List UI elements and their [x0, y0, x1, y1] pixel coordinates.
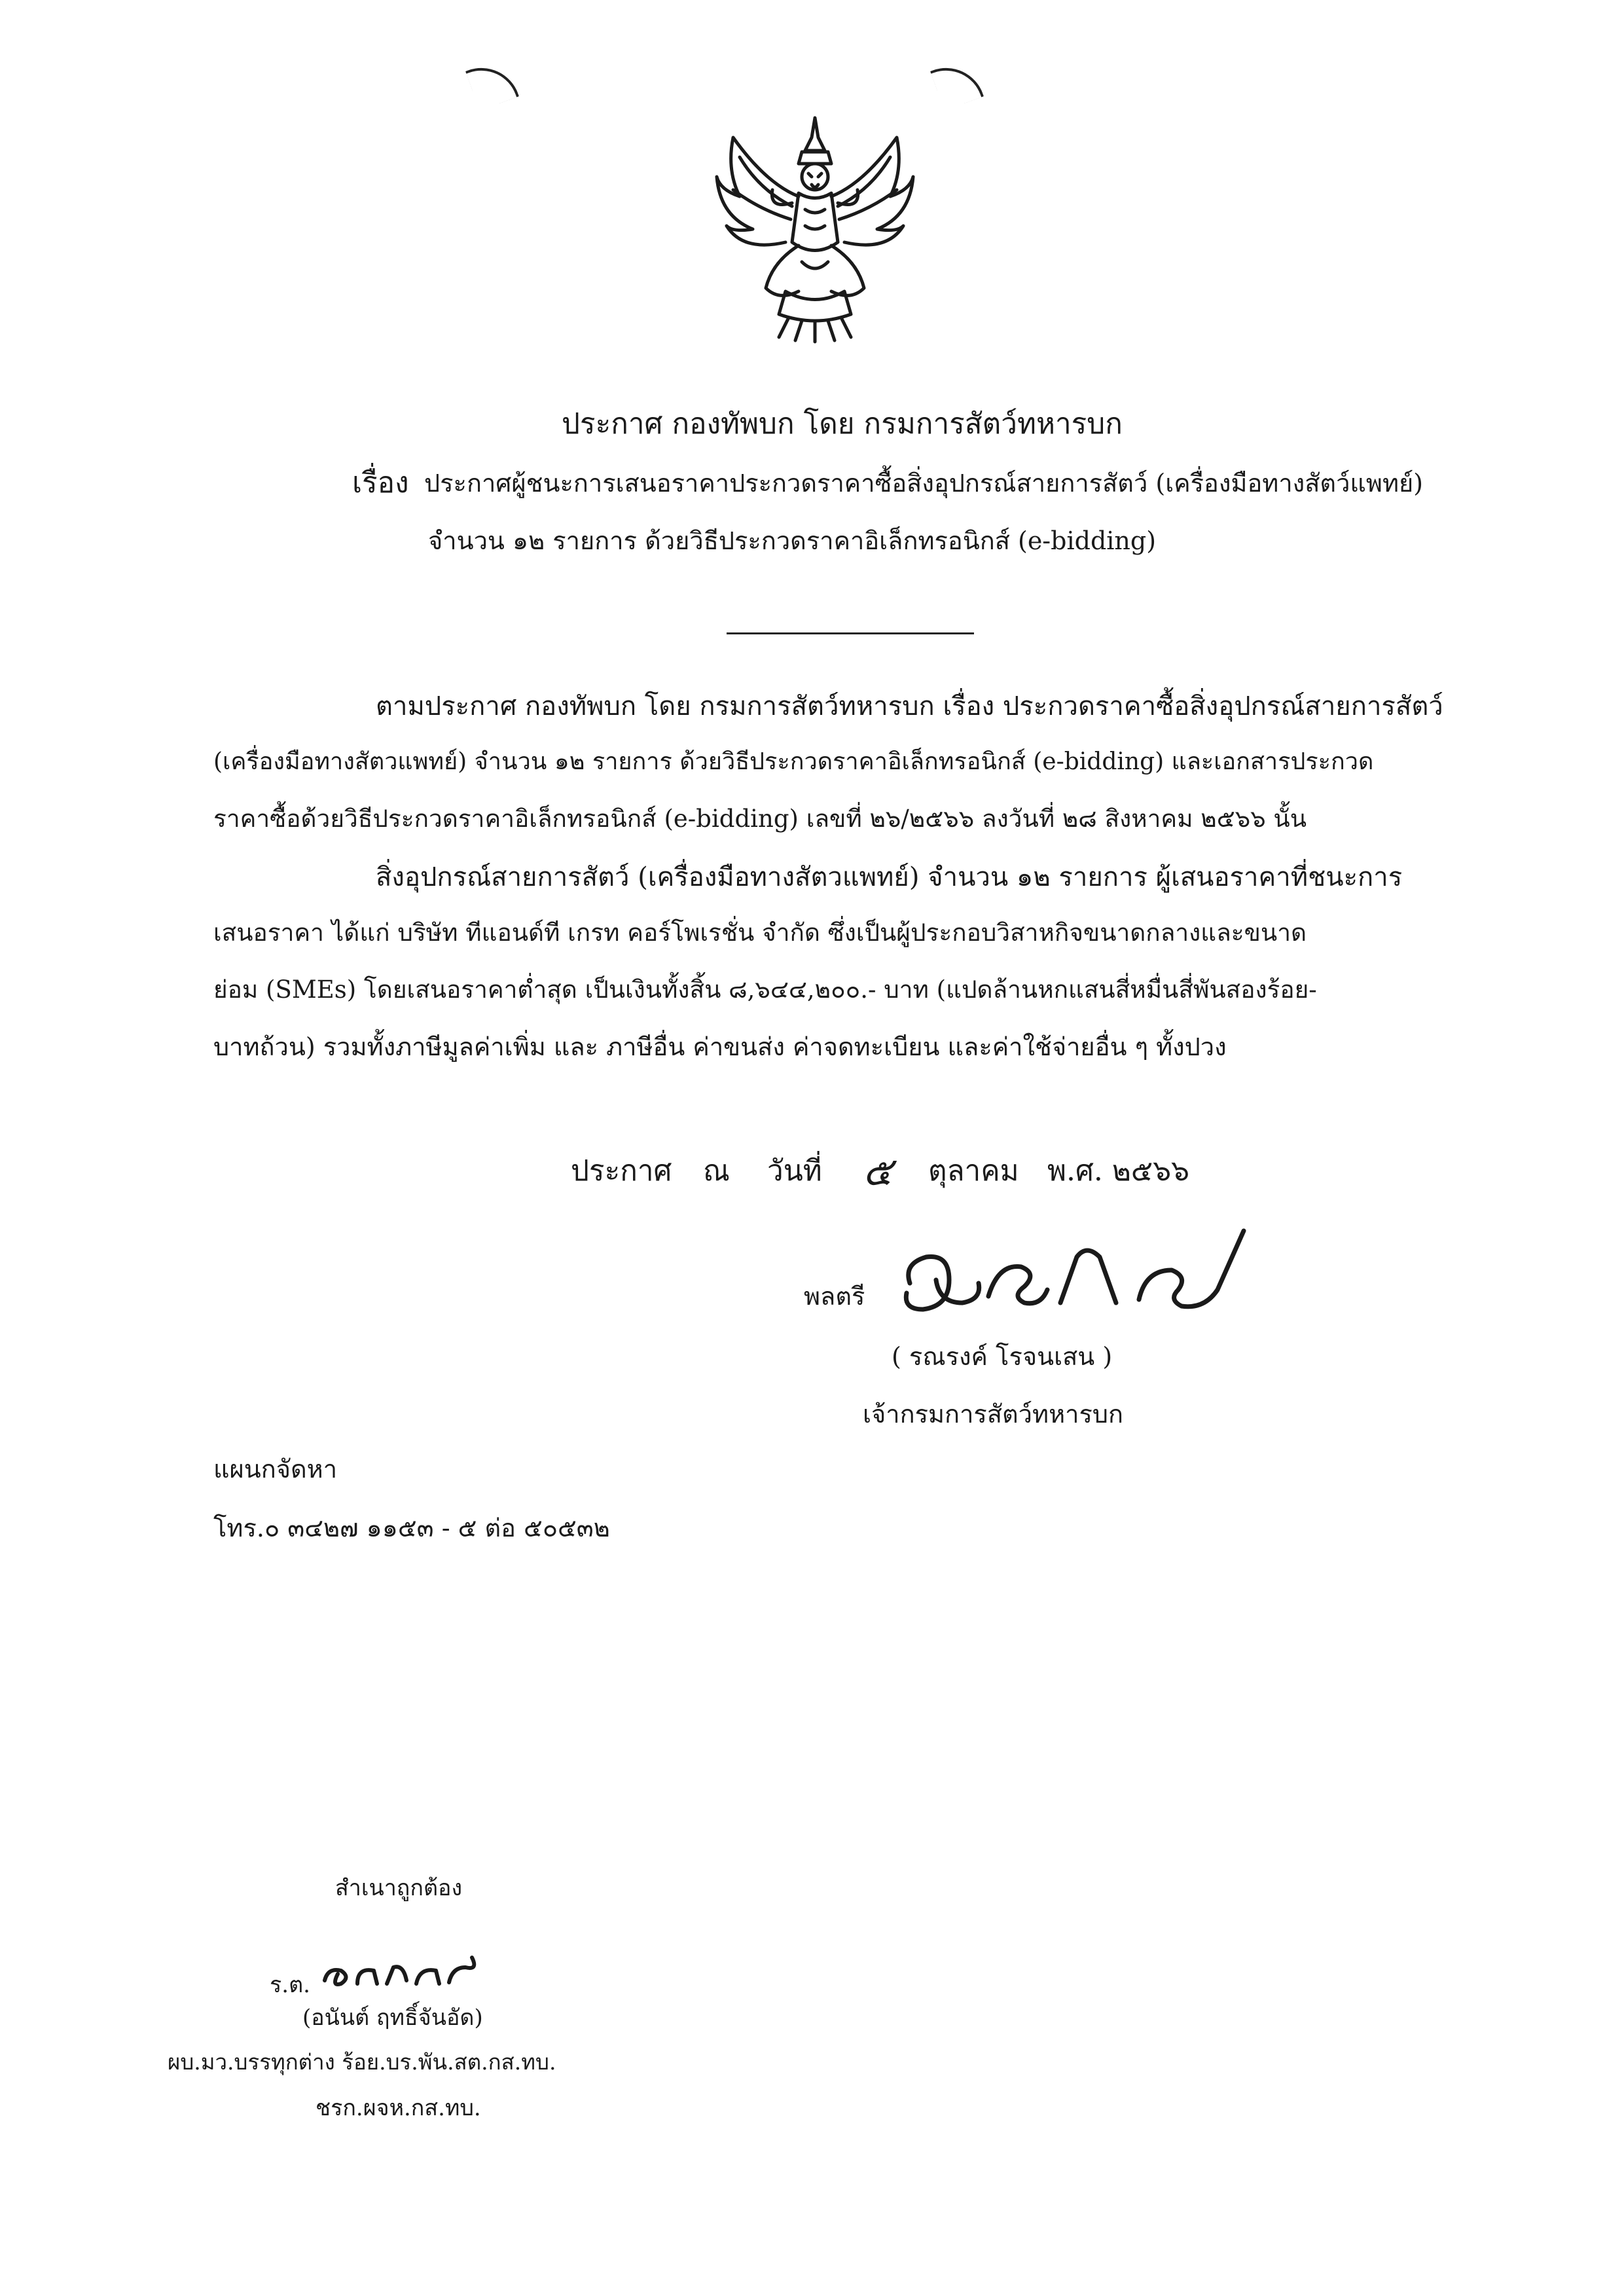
- signer-position: เจ้ากรมการสัตว์ทหารบก: [863, 1400, 1123, 1429]
- certifier-rank: ร.ต.: [270, 1972, 310, 1998]
- signer-rank: พลตรี: [804, 1282, 865, 1311]
- garuda-emblem: [707, 111, 923, 347]
- date-day-value: ๕: [863, 1149, 893, 1195]
- paragraph-2-line-1: สิ่งอุปกรณ์สายการสัตว์ (เครื่องมือทางสัตวแพทย์) จำนวน ๑๒ รายการ ผู้เสนอราคาที่ชนะการ: [376, 862, 1403, 892]
- certifier-signature: [318, 1944, 488, 1997]
- contact-section: แผนกจัดหา: [213, 1455, 338, 1484]
- punch-hole-mark-right: [930, 57, 984, 111]
- announcement-title: ประกาศ กองทัพบก โดย กรมการสัตว์ทหารบก: [562, 407, 1123, 441]
- paragraph-2-line-4: บาทถ้วน) รวมทั้งภาษีมูลค่าเพิ่ม และ ภาษีอื่น ค่าขนส่ง ค่าจดทะเบียน และค่าใช้จ่ายอื่น ๆ ทั้งปวง: [213, 1032, 1227, 1061]
- date-at-label: ณ: [703, 1154, 730, 1188]
- signer-name: ( รณรงค์ โรจนเสน ): [892, 1342, 1113, 1371]
- paragraph-2-line-3: ย่อม (SMEs) โดยเสนอราคาต่ำสุด เป็นเงินทั้งสิ้น ๘,๖๔๔,๒๐๐.- บาท (แปดล้านหกแสนสี่หมื่นสี่พันสองร้อย-: [213, 975, 1317, 1004]
- punch-hole-mark-left: [465, 57, 519, 111]
- contact-phone: โทร.๐ ๓๔๒๗ ๑๑๕๓ - ๕ ต่อ ๕๐๕๓๒: [213, 1514, 610, 1542]
- paragraph-1-line-1: ตามประกาศ กองทัพบก โดย กรมการสัตว์ทหารบก เรื่อง ประกวดราคาซื้อสิ่งอุปกรณ์สายการสัตว์: [376, 691, 1443, 721]
- certifier-position-line-2: ชรก.ผจห.กส.ทบ.: [316, 2095, 481, 2121]
- title-divider: [727, 632, 974, 634]
- subject-label: เรื่อง: [352, 466, 409, 500]
- certifier-position-line-1: ผบ.มว.บรรทุกต่าง ร้อย.บร.พัน.สต.กส.ทบ.: [168, 2049, 556, 2075]
- date-day-label: วันที่: [767, 1154, 822, 1188]
- paragraph-2-line-2: เสนอราคา ได้แก่ บริษัท ทีแอนด์ที เกรท คอร์โพเรชั่น จำกัด ซึ่งเป็นผู้ประกอบวิสาหกิจขนาดกลางและขนาด: [213, 919, 1307, 947]
- date-announce-label: ประกาศ: [571, 1154, 672, 1188]
- subject-line-2: จำนวน ๑๒ รายการ ด้วยวิธีประกวดราคาอิเล็กทรอนิกส์ (e-bidding): [428, 526, 1157, 555]
- date-year: พ.ศ. ๒๕๖๖: [1047, 1154, 1190, 1188]
- certifier-name: (อนันต์ ฤทธิ์จันอัด): [302, 2005, 483, 2031]
- paragraph-1-line-3: ราคาซื้อด้วยวิธีประกวดราคาอิเล็กทรอนิกส์ (e-bidding) เลขที่ ๒๖/๒๕๖๖ ลงวันที่ ๒๘ สิงหาคม ๒๕๖๖ นั้น: [213, 805, 1307, 833]
- subject-line-1: ประกาศผู้ชนะการเสนอราคาประกวดราคาซื้อสิ่งอุปกรณ์สายการสัตว์ (เครื่องมือทางสัตว์แพทย์): [424, 469, 1424, 498]
- handwritten-signature: [890, 1218, 1270, 1329]
- paragraph-1-line-2: (เครื่องมือทางสัตวแพทย์) จำนวน ๑๒ รายการ ด้วยวิธีประกวดราคาอิเล็กทรอนิกส์ (e-bidding) และเอกสารประกวด: [213, 748, 1374, 775]
- certified-copy-label: สำเนาถูกต้อง: [335, 1875, 463, 1901]
- date-month: ตุลาคม: [928, 1154, 1019, 1188]
